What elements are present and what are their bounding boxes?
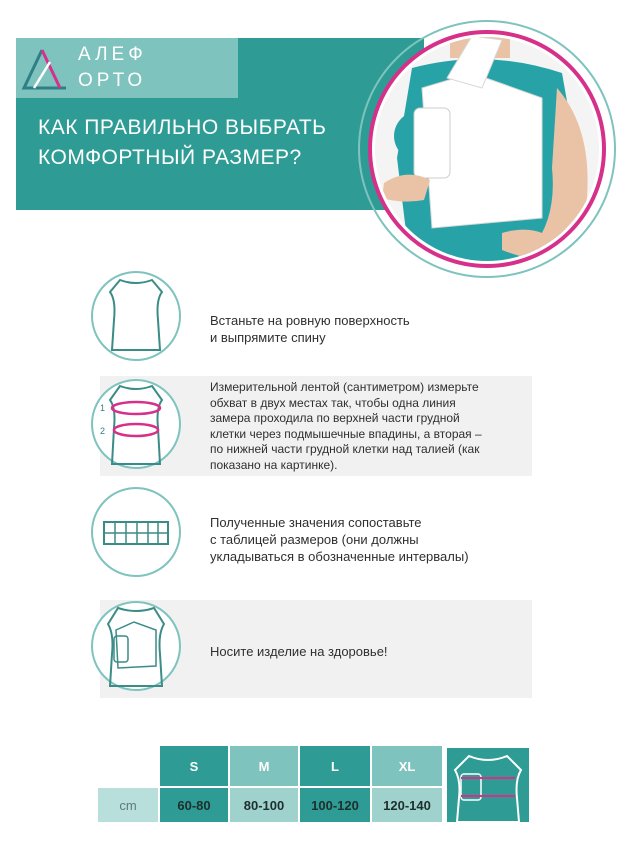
step4-text: Носите изделие на здоровье! xyxy=(210,644,388,659)
step2-text: Измерительной лентой (сантиметром) измерьте обхват в двух местах так, чтобы одна линия замера проходила по верхней части грудной клетки через подмышечные впадины, а вторая – по нижней части грудной клетки над талией (как показано на картинке). xyxy=(210,380,482,472)
size-range-s: 60-80 xyxy=(160,788,228,822)
tape-mark-1: 1 xyxy=(100,403,106,413)
size-unit-label: cm xyxy=(98,788,158,822)
page-title-line2: КОМФОРТНЫЙ РАЗМЕР? xyxy=(38,146,302,169)
size-range-xl: 120-140 xyxy=(372,788,442,822)
step3-size-table-icon xyxy=(90,486,182,578)
step4-brace-wearing-icon xyxy=(90,600,182,692)
size-range-l: 100-120 xyxy=(300,788,370,822)
size-header-m: M xyxy=(230,746,298,786)
size-header-l: L xyxy=(300,746,370,786)
hero-model-photo xyxy=(352,18,622,280)
logo-text-bottom: ОРТО xyxy=(78,70,147,91)
logo-text-top: АЛЕФ xyxy=(78,44,147,65)
page-title-line1: КАК ПРАВИЛЬНО ВЫБРАТЬ xyxy=(38,116,327,139)
chest-measure-icon xyxy=(447,748,529,822)
step2-measuring-tape-icon xyxy=(90,378,182,470)
size-header-xl: XL xyxy=(372,746,442,786)
tape-mark-2: 2 xyxy=(100,426,106,436)
logo-triangle-icon xyxy=(20,44,72,94)
step3-text: Полученные значения сопоставьте с таблицей размеров (они должны укладываться в обозначенные интервалы) xyxy=(210,515,469,564)
size-range-m: 80-100 xyxy=(230,788,298,822)
step1-text: Встаньте на ровную поверхность и выпрямите спину xyxy=(210,313,410,345)
step1-torso-icon xyxy=(90,270,182,362)
size-table-figure xyxy=(447,748,529,822)
size-header-s: S xyxy=(160,746,228,786)
